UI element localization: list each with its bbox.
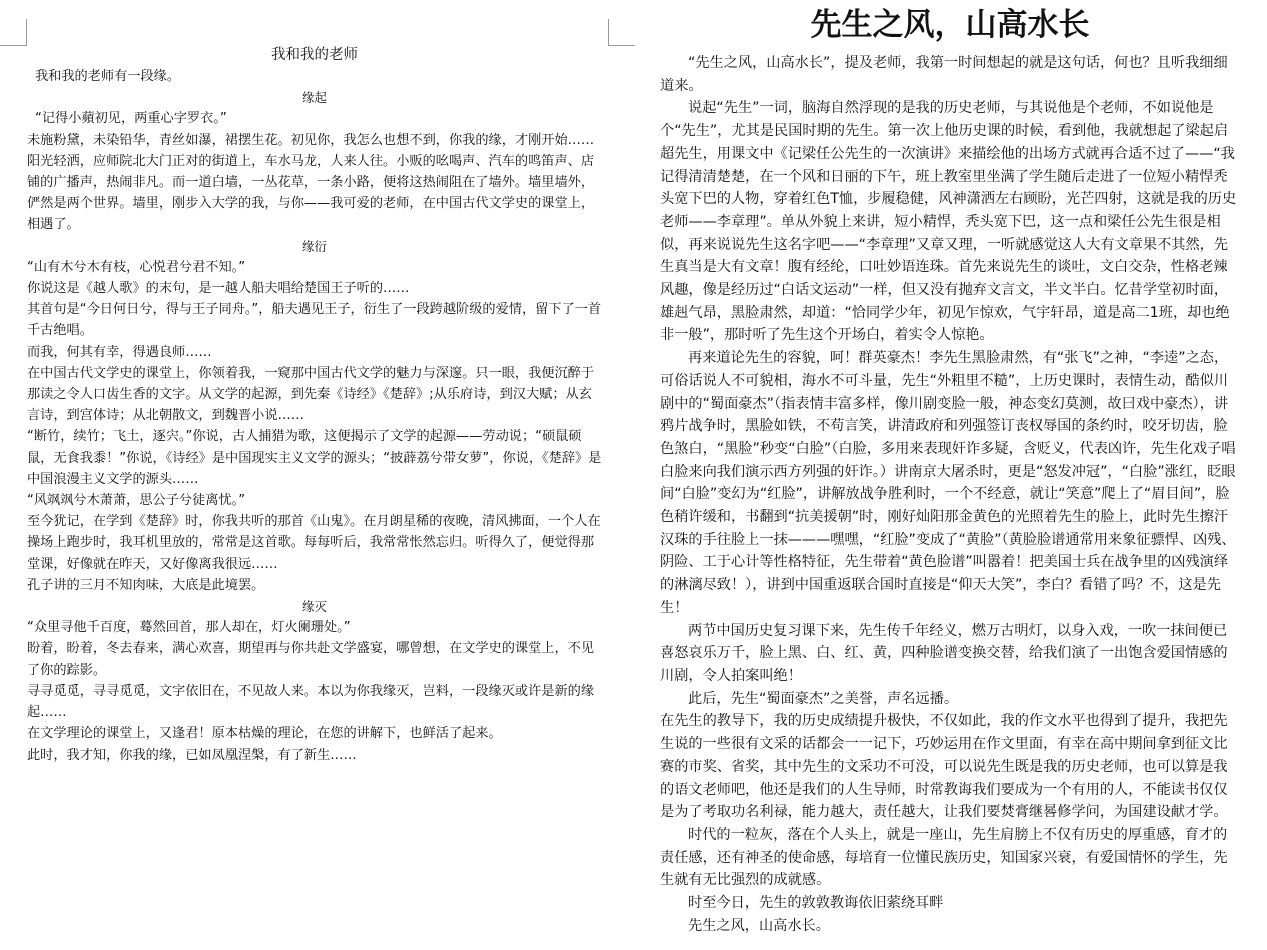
paragraph: 至今犹记，在学到《楚辞》时，你我共听的那首《山鬼》。在月朗星稀的夜晚，清风拂面，一个人在操场上跑步时，我耳机里放的，常常是这首歌。每每听后，我常常怅然忘归。听得久了，便觉得那堂课，好像就在昨天，又好像离我很远…… <box>27 514 601 572</box>
paragraph: 先生之风，山高水长。 <box>688 917 830 934</box>
paragraph: 你说这是《越人歌》的末句，是一越人船夫唱给楚国王子听的…… <box>27 281 410 297</box>
paragraph: 在中国古代文学史的课堂上，你领着我，一窥那中国古代文学的魅力与深邃。只一眼，我便沉醉于那读之令人口齿生香的文字。从文学的起源，到先秦《诗经》《楚辞》;从乐府诗，到汉大赋；从玄言诗，到宫体诗；从北朝散文，到魏晋小说…… <box>27 365 595 424</box>
essay-title-left: 我和我的老师 <box>271 47 358 63</box>
paragraph: 孔子讲的三月不知肉味，大底是此境罢。 <box>27 577 265 593</box>
paragraph: 阳光轻洒，应师院北大门正对的街道上，车水马龙，人来人往。小贩的吆喝声、汽车的鸣笛声、店铺的广播声，热闹非凡。而一道白墙，一丛花草，一条小路，便将这热闹阻在了墙外。墙里墙外，俨然是两个世界。墙里，刚步入大学的我，与你——我可爱的老师，在中国古代文学史的课堂上，相遇了。 <box>27 153 595 233</box>
paragraph: “风飒飒兮木萧萧，思公子兮徒离忧。” <box>27 493 246 509</box>
page-corner-mark-left <box>0 19 27 46</box>
paragraph: 在先生的教导下，我的历史成绩提升极快，不仅如此，我的作文水平也得到了提升，我把先生说的一些很有文采的话都会一一记下，巧妙运用在作文里面，有幸在高中期间拿到征文比赛的市奖、省奖，其中先生的文采功不可没，可以说先生既是我的历史老师，也可以算是我的语文老师吧，他还是我们的人生导师，时常教诲我们要成为一个有用的人，不能读书仅仅是为了考取功名利禄，能力越大，责任越大，让我们要焚膏继晷修学问，为国建设献才学。 <box>660 713 1228 821</box>
paragraph: 此时，我才知，你我的缘，已如凤凰涅槃，有了新生…… <box>27 747 357 763</box>
essay-intro: 我和我的老师有一段缘。 <box>35 69 181 84</box>
essay-title-right: 先生之风，山高水长 <box>810 7 1090 43</box>
left-document-page <box>27 44 602 766</box>
section-heading: 缘起 <box>301 90 327 106</box>
paragraph: 再来道论先生的容貌，呵！群英豪杰！李先生黑脸肃然，有“张飞”之神，“李逵”之态，可俗话说人不可貌相，海水不可斗量，先生“外粗里不糙”，上历史课时，表情生动，酷似川剧中的“蜀面豪杰”（指表情丰富多样，像川剧变脸一般，神态变幻莫测，故曰戏中豪杰），讲鸦片战争时，黑脸如铁，不苟言笑，讲清政府和列强签订丧权辱国的条约时，咬牙切齿，脸色煞白，“黑脸”秒变“白脸”（白脸，多用来表现奸诈多疑，含贬义，代表凶许，先生化戏子唱白脸来向我们演示西方列强的奸诈。）讲南京大屠杀时，更是“怒发冲冠”，“白脸”涨红，眨眼间“白脸”变幻为“红脸”，讲解放战争胜利时，一个不经意，就让“笑意”爬上了“眉目间”，脸色稍许缓和，书翻到“抗美援朝”时，刚好灿阳那金黄色的光照着先生的脸上，此时先生擦汗汉珠的手往脸上一抹———嘿嘿，“红脸”变成了“黄脸”（黄脸脸谱通常用来象征骠悍、凶残、阴险、工于心计等性格特征，先生带着“黄色脸谱”叫嚣着！把美国士兵在战争里的凶残演绎的淋漓尽致！），讲到中国重返联合国时直接是“仰天大笑”，李白？看错了吗？不，这是先生！ <box>660 350 1236 616</box>
paragraph: 两节中国历史复习课下来，先生传千年经义，燃万古明灯，以身入戏，一吹一抹间便已喜怒哀乐万千，脸上黑、白、红、黄，四种脸谱变换交替，给我们演了一出饱含爱国情感的川剧，令人拍案叫绝！ <box>660 622 1228 684</box>
paragraph: 在文学理论的课堂上，又逢君！原本枯燥的理论，在您的讲解下，也鲜活了起来。 <box>27 726 502 742</box>
section-heading: 缘衍 <box>301 238 327 254</box>
paragraph: 此后，先生“蜀面豪杰”之美誉，声名远播。 <box>688 690 959 707</box>
right-document-page <box>660 2 1240 937</box>
paragraph: “先生之风，山高水长”，提及老师，我第一时间想起的就是这句话，何也？且听我细细道来。 <box>660 55 1228 94</box>
paragraph: 而我，何其有幸，得遇良师…… <box>27 344 212 360</box>
paragraph: 时至今日，先生的敦敦教诲依旧萦绕耳畔 <box>688 895 944 912</box>
paragraph: 未施粉黛，未染铅华，青丝如瀑，裙摆生花。初见你，我怎么也想不到，你我的缘，才刚开始…… <box>27 132 595 148</box>
paragraph: 时代的一粒灰，落在个人头上，就是一座山，先生肩膀上不仅有历史的厚重感，育才的责任感，还有神圣的使命感，每培育一位懂民族历史，知国家兴衰，有爱国情怀的学生，先生就有无比强烈的成就感。 <box>660 826 1228 889</box>
paragraph: “记得小蘋初见，两重心字罗衣。” <box>35 111 227 127</box>
paragraph: “山有木兮木有枝，心悦君兮君不知。” <box>27 259 246 275</box>
paragraph: 其首句是“今日何日兮，得与王子同舟。”，船夫遇见王子，衍生了一段跨越阶级的爱情，留下了一首千古绝唱。 <box>27 302 602 339</box>
paragraph: “断竹，续竹；飞土，逐宍。”你说，古人捕猎为歌，这便揭示了文学的起源——劳动说；“硕鼠硕鼠，无食我黍！”你说，《诗经》是中国现实主义文学的源头；“披薜荔兮带女萝”，你说，《楚辞》是中国浪漫主义文学的源头…… <box>27 429 602 487</box>
page-corner-mark-right <box>608 19 635 46</box>
paragraph: 寻寻觅觅，寻寻觅觅，文字依旧在，不见故人来。本以为你我缘灭，岂料，一段缘灭或许是新的缘起…… <box>27 683 595 721</box>
section-heading: 缘灭 <box>301 599 327 615</box>
paragraph: 盼着，盼着，冬去春来，满心欢喜，期望再与你共赴文学盛宴，哪曾想，在文学史的课堂上，不见了你的踪影。 <box>27 641 595 678</box>
paragraph: 说起“先生”一词，脑海自然浮现的是我的历史老师，与其说他是个老师，不如说他是个“先生”，尤其是民国时期的先生。第一次上他历史课的时候，看到他，我就想起了梁起启超先生，用课文中《记梁任公先生的一次演讲》来描绘他的出场方式就再合适不过了——“我记得清清楚楚，在一个风和日丽的下午，班上教室里坐满了学生随后走进了一位短小精悍秃头宽下巴的人物，穿着红色T恤，步履稳健，风神潇洒左右顾盼，光芒四射，这就是我的历史老师——李章理”。单从外貌上来讲，短小精悍，秃头宽下巴，这一点和梁任公先生很是相似，再来说说先生这名字吧——“李章理”又章又理，一听就感觉这人大有文章果不其然，先生真当是大有文章！腹有经纶，口吐妙语连珠。首先来说先生的谈吐，文白交杂，性格老辣风趣，像是经历过“白话文运动”一样，但又没有抛弃文言文，半文半白。忆昔学堂初时面，雄赳气昂，黑脸肃然，却道：“恰同学少年，初见乍惊欢，气宇轩昂，道是高二1班，却也绝非一般”，那时听了先生这个开场白，着实令人惊艳。 <box>660 100 1237 344</box>
paragraph: “众里寻他千百度，蓦然回首，那人却在，灯火阑珊处。” <box>27 620 351 636</box>
